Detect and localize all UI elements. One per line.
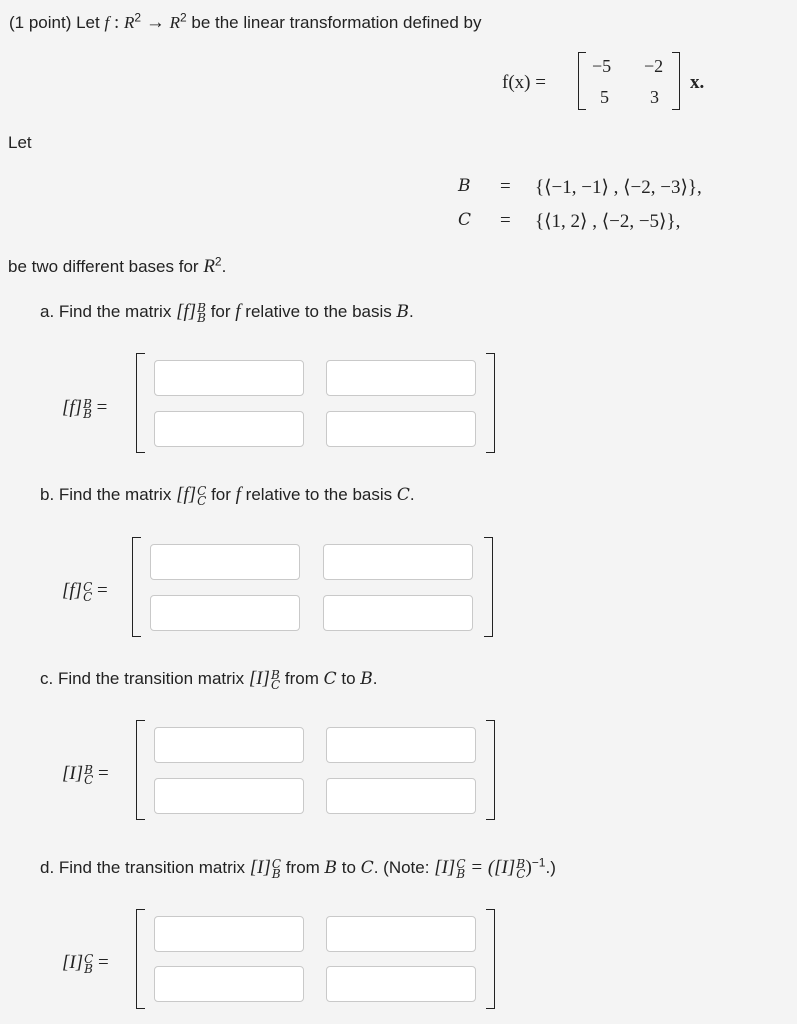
part-a-input-r1c2[interactable]: [326, 360, 476, 396]
part-d-from-basis: B: [324, 858, 338, 878]
intro-suffix: be the linear transformation defined by: [191, 13, 482, 32]
basis-C-set: {⟨1, 2⟩ , ⟨−2, −5⟩},: [535, 211, 681, 232]
part-b-bracket-right: [484, 537, 493, 637]
part-d-sub: B: [271, 866, 281, 881]
part-d-lhs-scripts: [84, 951, 94, 976]
part-a-lhs-sub: B: [83, 406, 92, 421]
exponent-2: 2: [179, 10, 187, 25]
part-c-input-r2c1[interactable]: [154, 778, 304, 814]
part-a-sub: B: [197, 310, 206, 325]
part-d-sup: C: [271, 856, 282, 871]
part-d-sym: [I]: [249, 857, 271, 878]
def-m00: −5: [592, 56, 612, 76]
part-b-input-r1c2[interactable]: [323, 544, 473, 580]
basis-C-eq: =: [500, 210, 511, 231]
part-c-prompt: [40, 668, 378, 690]
part-b-sub: C: [197, 493, 207, 508]
part-b-scripts: [197, 483, 207, 508]
part-d-lhs: [62, 952, 109, 974]
R-symbol-3: R: [203, 256, 215, 277]
part-d-scripts: [271, 856, 282, 881]
part-c-lhs-scripts: [84, 762, 94, 787]
bases-sentence: [8, 256, 226, 278]
part-d-note-scripts: [456, 856, 466, 881]
def-bracket-right: [672, 52, 680, 110]
part-a-lhs-scripts: [83, 396, 92, 421]
bases-sentence-end: .: [221, 257, 227, 276]
basis-C-symbol: C: [458, 210, 472, 230]
basis-B-eq: =: [500, 176, 511, 197]
part-b-lhs-sym: [f]: [62, 580, 83, 601]
part-c-input-r1c2[interactable]: [326, 727, 476, 763]
part-b-prompt: [40, 484, 415, 506]
part-d-bracket-left: [136, 909, 145, 1009]
part-a-basis: B: [396, 302, 409, 322]
part-d-from: from: [285, 858, 320, 877]
part-d-eq: =: [98, 952, 109, 973]
part-c-lhs-sym: [I]: [62, 763, 84, 784]
part-a-prompt: [40, 301, 414, 323]
part-d-to: to: [341, 858, 356, 877]
part-a-sym: [f]: [176, 301, 197, 322]
part-d-note-inner-sub: C: [516, 866, 526, 881]
part-b-relative: relative to the basis: [245, 485, 393, 504]
part-c-sub: C: [270, 677, 281, 692]
part-c-bracket-right: [486, 720, 495, 820]
let-label: Let: [8, 133, 32, 152]
part-c-eq: =: [98, 763, 109, 784]
part-a-text: a. Find the matrix: [40, 302, 172, 321]
part-a-bracket-left: [136, 353, 145, 453]
part-b-bracket-left: [132, 537, 141, 637]
part-d-to-basis: C: [360, 858, 374, 878]
part-d-note-close: ): [525, 857, 532, 878]
bases-sentence-prefix: be two different bases for: [8, 257, 199, 276]
definition-lhs: f(x) =: [502, 72, 546, 93]
part-a-input-r1c1[interactable]: [154, 360, 304, 396]
part-b-lhs-sup: C: [83, 579, 93, 594]
part-a-scripts: [197, 300, 206, 325]
part-d-note-end: .): [545, 858, 556, 877]
part-d-input-r2c1[interactable]: [154, 966, 304, 1002]
part-b-f: f: [235, 484, 241, 505]
part-d-lhs-sym: [I]: [62, 952, 84, 973]
part-d-note-inner-sup: B: [516, 856, 526, 871]
part-c-sym: [I]: [248, 668, 270, 689]
part-c-bracket-left: [136, 720, 145, 820]
part-c-text: c. Find the transition matrix: [40, 669, 245, 688]
part-c-from: from: [284, 669, 319, 688]
part-a-sup: B: [197, 300, 206, 315]
part-b-eq: =: [97, 580, 108, 601]
exponent-3: 2: [214, 254, 222, 269]
part-d-input-r1c2[interactable]: [326, 916, 476, 952]
part-b-input-r1c1[interactable]: [150, 544, 300, 580]
R-symbol: R: [123, 13, 135, 32]
part-d-lhs-sup: C: [84, 951, 94, 966]
part-a-input-r2c2[interactable]: [326, 411, 476, 447]
part-a-lhs-sup: B: [83, 396, 92, 411]
part-b-input-r2c2[interactable]: [323, 595, 473, 631]
R-symbol-2: R: [169, 13, 180, 32]
part-d-lhs-sub: B: [84, 961, 93, 976]
part-d-note-eq: = ([I]: [470, 857, 516, 878]
part-d-note-sub: B: [456, 866, 466, 881]
part-c-sup: B: [270, 667, 280, 682]
part-a-eq: =: [96, 397, 108, 418]
part-c-to: to: [341, 669, 356, 688]
f-symbol: f: [104, 13, 110, 32]
part-d-note-label: . (Note:: [373, 858, 430, 877]
part-d-text: d. Find the transition matrix: [40, 858, 246, 877]
part-b-lhs-sub: C: [83, 589, 93, 604]
def-m10: 5: [600, 87, 609, 107]
part-a-bracket-right: [486, 353, 495, 453]
part-b-input-r2c1[interactable]: [150, 595, 300, 631]
part-b-text: b. Find the matrix: [40, 485, 172, 504]
part-c-input-r2c2[interactable]: [326, 778, 476, 814]
basis-B-set: {⟨−1, −1⟩ , ⟨−2, −3⟩},: [535, 177, 702, 198]
intro-line: [9, 12, 482, 34]
intro-prefix: (1 point) Let: [9, 13, 100, 32]
exponent: 2: [134, 10, 142, 25]
part-b-end: .: [409, 485, 415, 504]
part-b-lhs-scripts: [83, 579, 93, 604]
part-c-lhs-sup: B: [84, 762, 93, 777]
def-m11: 3: [650, 87, 659, 107]
part-d-prompt: [40, 857, 556, 879]
part-b-sup: C: [197, 483, 207, 498]
part-c-lhs: [62, 763, 109, 785]
part-c-end: .: [372, 669, 378, 688]
part-c-scripts: [270, 667, 281, 692]
part-a-f: f: [235, 301, 241, 322]
part-d-note-sym: [I]: [434, 857, 456, 878]
part-a-input-r2c1[interactable]: [154, 411, 304, 447]
part-c-lhs-sub: C: [84, 772, 94, 787]
part-c-to-basis: B: [360, 669, 373, 689]
part-a-end: .: [409, 302, 414, 321]
def-m01: −2: [644, 56, 664, 76]
part-b-lhs: [62, 580, 108, 602]
part-b-sym: [f]: [176, 484, 197, 505]
basis-B-symbol: B: [458, 176, 471, 196]
part-d-note-sup: C: [456, 856, 466, 871]
part-a-lhs: [62, 397, 107, 419]
def-bracket-left: [578, 52, 586, 110]
part-d-bracket-right: [486, 909, 495, 1009]
part-c-from-basis: C: [323, 669, 337, 689]
part-b-basis: C: [396, 485, 410, 505]
part-d-input-r1c1[interactable]: [154, 916, 304, 952]
part-d-input-r2c2[interactable]: [326, 966, 476, 1002]
part-a-relative: relative to the basis: [245, 302, 392, 321]
part-a-lhs-sym: [f]: [62, 397, 83, 418]
part-a-for: for: [210, 302, 231, 321]
part-b-for: for: [211, 485, 231, 504]
part-d-note-exp: −1: [531, 855, 546, 870]
arrow: →: [141, 12, 170, 33]
definition-rhs: x.: [690, 72, 705, 93]
part-c-input-r1c1[interactable]: [154, 727, 304, 763]
colon: :: [109, 12, 124, 33]
